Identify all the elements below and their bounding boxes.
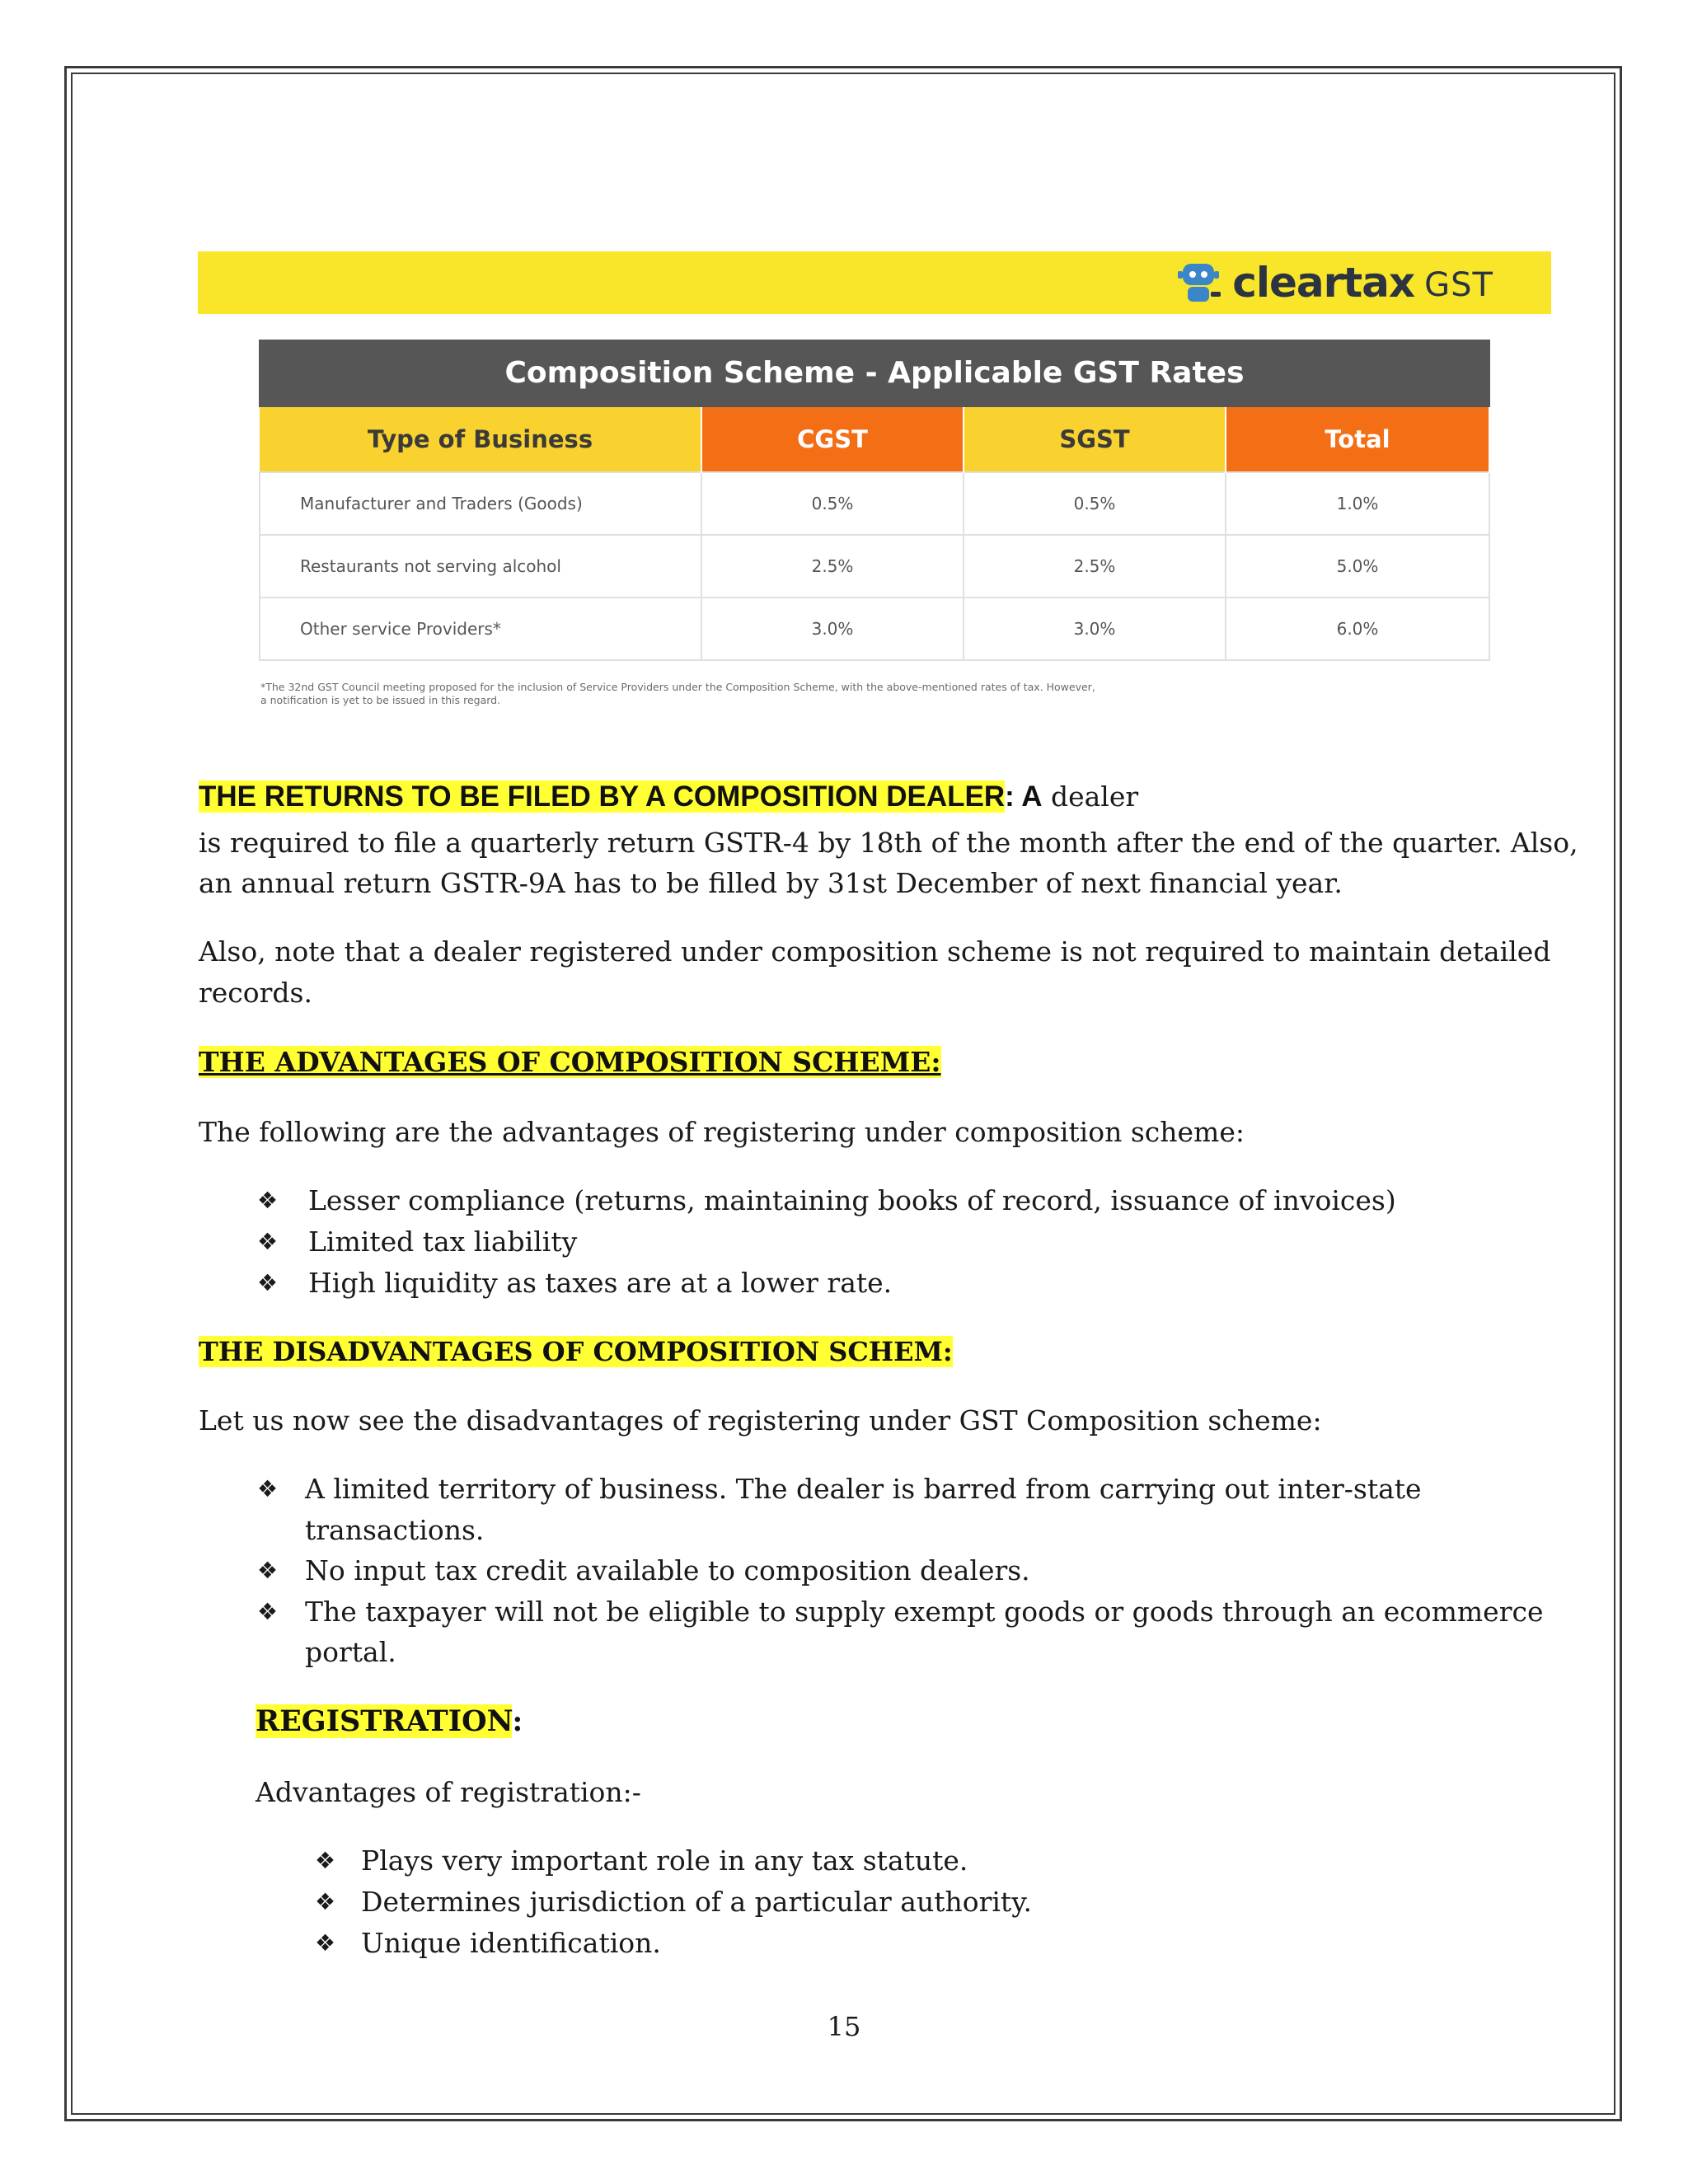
diamond-bullet-icon: ❖ [257, 1228, 279, 1255]
returns-line: an annual return GSTR-9A has to be filled by 31st December of next financial year. [199, 867, 1343, 899]
diamond-bullet-icon: ❖ [257, 1475, 279, 1502]
list-item: ❖ The taxpayer will not be eligible to supply exempt goods or goods through an ecommerce [257, 1591, 1544, 1633]
brand-name: cleartax [1232, 259, 1415, 307]
cell-business: Manufacturer and Traders (Goods) [260, 472, 701, 535]
page-number: 15 [827, 2011, 861, 2042]
disadvantages-heading-line [199, 1331, 953, 1372]
table-row [260, 535, 1489, 598]
diamond-bullet-icon: ❖ [315, 1888, 336, 1915]
diamond-bullet-icon: ❖ [257, 1557, 279, 1584]
registration-list [315, 1840, 1032, 1964]
registration-intro: Advantages of registration:- [256, 1776, 641, 1808]
list-item: ❖ Determines jurisdiction of a particular authority. [315, 1882, 1032, 1923]
registration-heading: REGISTRATION [256, 1704, 513, 1738]
cell-cgst: 2.5% [701, 535, 964, 598]
advantages-heading-line [199, 1042, 941, 1083]
diamond-bullet-icon: ❖ [257, 1598, 279, 1625]
diamond-bullet-icon: ❖ [257, 1269, 279, 1296]
returns-heading: THE RETURNS TO BE FILED BY A COMPOSITION DEALER [199, 780, 1006, 813]
diamond-bullet-icon: ❖ [257, 1187, 279, 1214]
returns-heading-tail: : A [1005, 780, 1043, 813]
brand-logo [1175, 256, 1493, 309]
note-line: records. [199, 977, 312, 1009]
list-item: ❖ Plays very important role in any tax statute. [315, 1840, 1032, 1882]
advantages-heading: THE ADVANTAGES OF COMPOSITION SCHEME: [199, 1046, 941, 1078]
note-line: Also, note that a dealer registered under composition scheme is not required to maintain detailed [199, 935, 1551, 968]
cell-sgst: 3.0% [964, 598, 1226, 660]
cell-business: Other service Providers* [260, 598, 701, 660]
cell-business: Restaurants not serving alcohol [260, 535, 701, 598]
registration-heading-line [256, 1701, 523, 1742]
robot-icon [1175, 260, 1222, 305]
gst-rates-table [259, 340, 1490, 661]
table-row [260, 472, 1489, 535]
cell-sgst: 2.5% [964, 535, 1226, 598]
list-item: ❖ Lesser compliance (returns, maintaining books of record, issuance of invoices) [257, 1180, 1396, 1221]
list-item: ❖ Limited tax liability [257, 1221, 1396, 1263]
list-item: ❖ Unique identification. [315, 1923, 1032, 1964]
list-item-continuation: transactions. [305, 1514, 485, 1546]
list-item: ❖ A limited territory of business. The dealer is barred from carrying out inter-state [257, 1469, 1422, 1510]
header-total: Total [1226, 407, 1489, 472]
returns-line1-rest: dealer [1042, 780, 1139, 813]
table-title: Composition Scheme - Applicable GST Rates [259, 340, 1490, 407]
table-header-row [260, 407, 1489, 472]
list-item: ❖ High liquidity as taxes are at a lower rate. [257, 1263, 1396, 1304]
table-footnote [260, 681, 1497, 707]
advantages-list [257, 1180, 1396, 1304]
cell-cgst: 0.5% [701, 472, 964, 535]
cell-total: 5.0% [1226, 535, 1489, 598]
cell-sgst: 0.5% [964, 472, 1226, 535]
diamond-bullet-icon: ❖ [315, 1847, 336, 1874]
list-item: ❖ No input tax credit available to composition dealers. [257, 1550, 1030, 1591]
cell-total: 6.0% [1226, 598, 1489, 660]
registration-heading-tail: : [512, 1704, 523, 1738]
header-type-of-business: Type of Business [260, 407, 701, 472]
returns-heading-line [199, 776, 1138, 818]
list-item-continuation: portal. [305, 1636, 396, 1668]
cell-total: 1.0% [1226, 472, 1489, 535]
header-cgst: CGST [701, 407, 964, 472]
table-row [260, 598, 1489, 660]
disadvantages-heading: THE DISADVANTAGES OF COMPOSITION SCHEM: [199, 1336, 953, 1367]
brand-suffix: GST [1424, 266, 1493, 304]
cleartax-banner [198, 251, 1551, 314]
header-sgst: SGST [964, 407, 1226, 472]
footnote-line: a notification is yet to be issued in this regard. [260, 694, 501, 706]
cell-cgst: 3.0% [701, 598, 964, 660]
footnote-line: *The 32nd GST Council meeting proposed for the inclusion of Service Providers under the Composition Scheme, with the above-mentioned rates of tax. However, [260, 681, 1095, 693]
advantages-intro: The following are the advantages of registering under composition scheme: [199, 1116, 1245, 1148]
diamond-bullet-icon: ❖ [315, 1929, 336, 1957]
disadvantages-intro: Let us now see the disadvantages of registering under GST Composition scheme: [199, 1404, 1322, 1436]
returns-line: is required to file a quarterly return GSTR-4 by 18th of the month after the end of the quarter. Also, [199, 827, 1578, 859]
